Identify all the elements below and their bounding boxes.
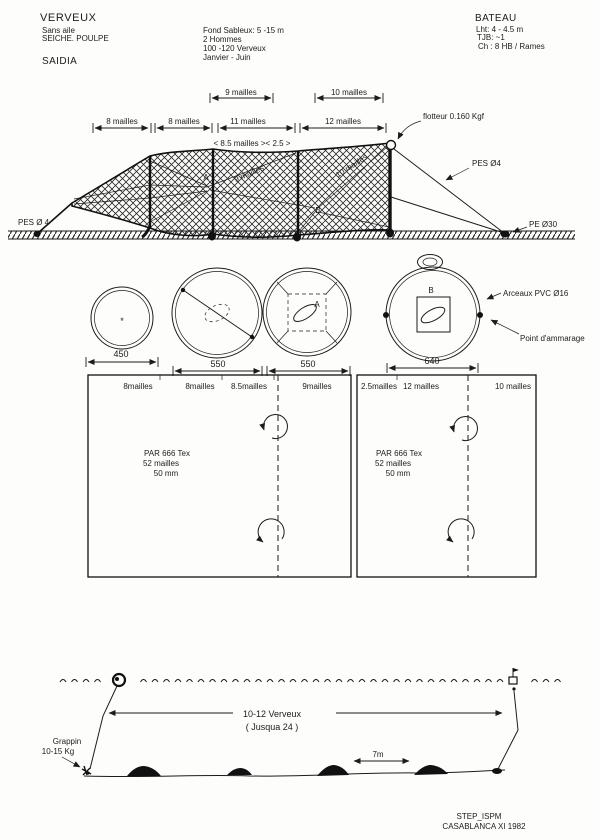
- location-label: SAIDIA: [42, 56, 78, 67]
- arceaux-arrow: [487, 293, 501, 299]
- spacing-label-7m: 7m: [372, 750, 384, 759]
- cross-sections: [86, 255, 585, 377]
- flotteur-arrow: [398, 121, 421, 139]
- boat-title: BATEAU: [475, 13, 517, 24]
- boat-spec-tjb: TJB: ~1: [477, 33, 505, 42]
- right-buoy: [509, 668, 519, 691]
- pe30-label: PE Ø30: [529, 220, 558, 229]
- header-block: [40, 12, 545, 67]
- grappin-arrow: [62, 757, 80, 767]
- net-label-9mailles: 9 mailles: [232, 163, 266, 185]
- hoop-section-4: [383, 255, 483, 374]
- panel2-material-1: PAR 666 Tex: [376, 449, 422, 458]
- mooring-arrow: [491, 320, 519, 334]
- panel1-material-1: PAR 666 Tex: [144, 449, 190, 458]
- dim-label-8mailles-1: 8 mailles: [106, 117, 138, 126]
- dim-450: 450: [113, 349, 129, 359]
- panel1-material-3: 50 mm: [153, 469, 179, 478]
- dim-label-12mailles: 12 mailles: [324, 117, 362, 126]
- grappin-label-2: 10-15 Kg: [41, 747, 75, 756]
- condition-count: 100 -120 Verveux: [203, 44, 266, 53]
- hoop-section-3: [263, 268, 351, 376]
- net-label-b: B: [315, 206, 321, 215]
- side-view-dimensions: [93, 88, 386, 148]
- left-buoy-line: [90, 686, 117, 769]
- left-buoy: [113, 674, 125, 686]
- hoop-section-2: [172, 268, 262, 376]
- verveux-mounds: [127, 765, 448, 776]
- condition-depth: Fond Sableux: 5 -15 m: [203, 26, 284, 35]
- gear-title: VERVEUX: [40, 12, 97, 24]
- panel2-label-2: 12 mailles: [402, 382, 440, 391]
- right-anchor: [492, 768, 502, 774]
- panel1-lacing-bottom: [258, 519, 284, 542]
- panel1-label-1: 8mailles: [123, 382, 153, 391]
- pes4-left-label: PES Ø 4: [18, 218, 50, 227]
- panel2-label-3: 10 mailles: [494, 382, 532, 391]
- boat-spec-length: Lht: 4 - 4.5 m: [476, 25, 524, 34]
- panel2-lacing-bottom: [448, 519, 474, 542]
- panel1-lacing-top: [263, 415, 287, 439]
- right-buoy-line: [498, 691, 518, 769]
- panel1-label-4: 9mailles: [302, 382, 332, 391]
- net-label-10mailles: 10 mailles: [334, 152, 370, 180]
- footer-block: [442, 812, 526, 831]
- dim-label-10mailles: 10 mailles: [330, 88, 368, 97]
- boat-spec-power: Ch : 8 HB / Rames: [478, 42, 545, 51]
- section4-label-b: B: [428, 286, 434, 295]
- dim-550a: 550: [210, 359, 226, 369]
- flotteur-label: flotteur 0.160 Kgf: [423, 112, 484, 121]
- panel1-label-3: 8.5mailles: [230, 382, 268, 391]
- pes4-arrow: [446, 168, 469, 180]
- set-layout-view: [42, 668, 561, 777]
- panel2-material-3: 50 mm: [385, 469, 411, 478]
- arceaux-label: Arceaux PVC Ø16: [503, 289, 569, 298]
- footer-place-date: CASABLANCA XI 1982: [442, 822, 526, 831]
- net-panel-2: [357, 375, 536, 577]
- mooring-point-left: [383, 312, 389, 318]
- condition-crew: 2 Hommes: [203, 35, 242, 44]
- dim-label-9mailles: 9 mailles: [225, 88, 257, 97]
- grappin-label-1: Grappin: [52, 737, 82, 746]
- mooring-label: Point d'ammarage: [520, 334, 585, 343]
- panel1-material-2: 52 mailles: [142, 459, 180, 468]
- condition-season: Janvier - Juin: [203, 53, 251, 62]
- dim-label-inset: < 8.5 mailles >< 2.5 >: [213, 139, 291, 148]
- sea-surface-waves: [60, 680, 561, 683]
- panel2-label-1: 2.5mailles: [360, 382, 398, 391]
- panel2-lacing-top: [453, 417, 477, 441]
- hoop1-center-mark: *: [120, 316, 124, 326]
- dim-label-8mailles-2: 8 mailles: [168, 117, 200, 126]
- pes4-right-label: PES Ø4: [472, 159, 501, 168]
- panel1-label-2: 8mailles: [185, 382, 215, 391]
- dim-640: 640: [424, 356, 440, 366]
- dim-550b: 550: [300, 359, 316, 369]
- mooring-point-right: [477, 312, 483, 318]
- gear-subtitle-1: Sans aile: [42, 26, 75, 35]
- mouth-bridle: [387, 141, 510, 238]
- net-panel-1: [88, 375, 351, 577]
- dim-label-11mailles: 11 mailles: [230, 117, 266, 126]
- span-count-label: 10-12 Verveux: [242, 709, 302, 719]
- grapnel-anchor: [82, 766, 91, 775]
- span-max-label: ( Jusqua 24 ): [245, 722, 299, 732]
- hoop-section-1: [86, 287, 158, 367]
- net-label-a: A: [203, 173, 209, 182]
- section3-label-a: A: [314, 300, 320, 309]
- buoy-flag: [513, 668, 519, 672]
- net-body: [72, 143, 390, 237]
- gear-subtitle-2: SEICHE. POULPE: [42, 34, 109, 43]
- panel2-material-2: 52 mailles: [374, 459, 412, 468]
- footer-org: STEP_ISPM: [456, 812, 502, 821]
- float-circle: [387, 141, 396, 150]
